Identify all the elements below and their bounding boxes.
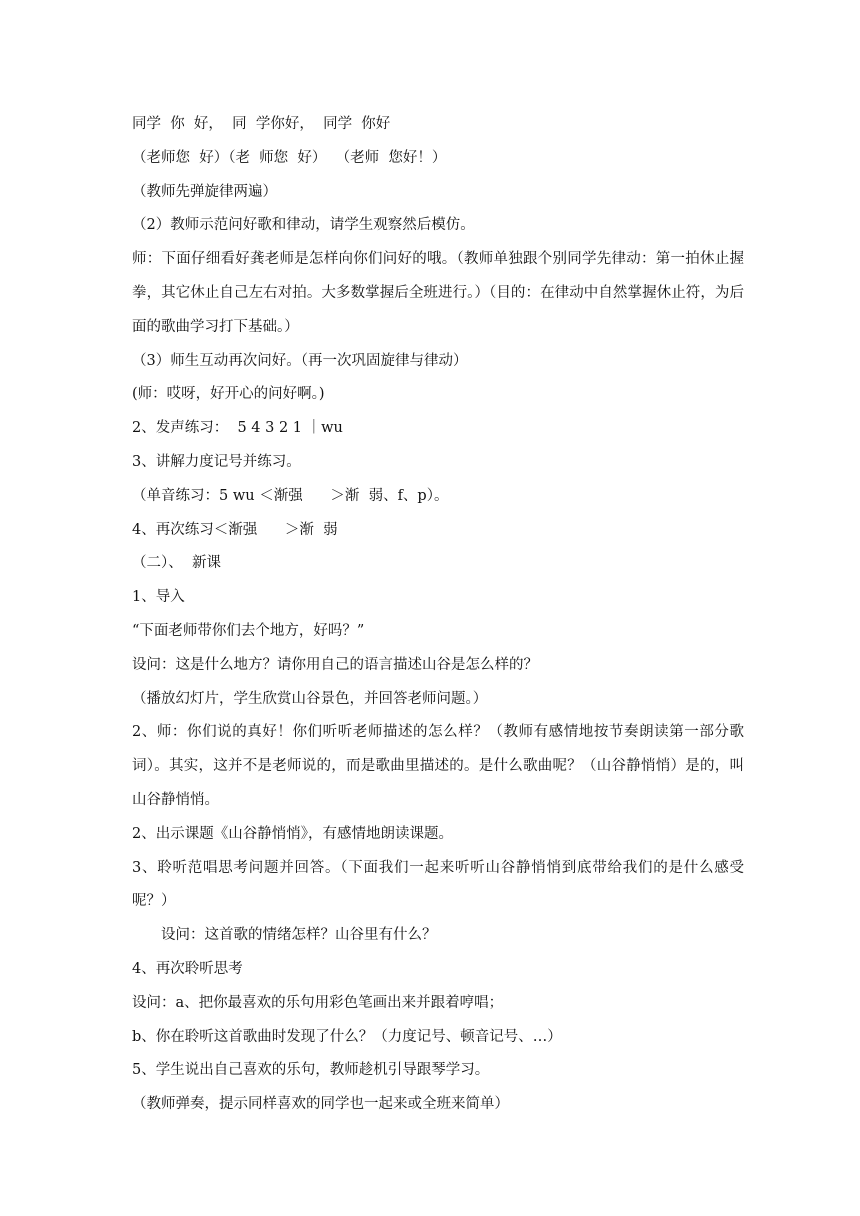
paragraph-greeting-teacher: （老师您 好）（老 师您 好） （老师 您好！） [132, 149, 447, 166]
paragraph-listen-demo: 3、聆听范唱思考问题并回答。（下面我们一起来听听山谷静悄悄到底带给我们的是什么感受呢？） [132, 859, 744, 910]
paragraph-greeting-students: 同学 你 好， 同 学你好， 同学 你好 [132, 116, 391, 132]
paragraph-step-2-demo: （2）教师示范问好歌和律动，请学生观察然后模仿。 [132, 217, 475, 234]
document-body [132, 108, 744, 1122]
paragraph-practice-again: 4、再次练习＜渐强 ＞渐 弱 [132, 521, 338, 538]
paragraph-question-valley: 设问：这是什么地方？请你用自己的语言描述山谷是怎么样的？ [132, 656, 538, 673]
paragraph-teacher-recital: 2、师：你们说的真好！你们听听老师描述的怎么样？（教师有感情地按节奏朗读第一部分歌词）。其实，这并不是老师说的，而是歌曲里描述的。是什么歌曲呢？（山谷静悄悄）是的，叫山谷静悄悄。 [132, 724, 744, 808]
paragraph-dynamics-explanation: 3、讲解力度记号并练习。 [132, 453, 301, 470]
paragraph-vocal-exercise: 2、发声练习： 5 4 3 2 1 ｜wu [132, 420, 343, 437]
paragraph-teacher-remark: (师：哎呀，好开心的问好啊。) [132, 386, 325, 403]
paragraph-question-mood: 设问：这首歌的情绪怎样？山谷里有什么？ [161, 927, 437, 944]
paragraph-teacher-plays-melody: （教师先弹旋律两遍） [132, 183, 277, 200]
paragraph-show-title: 2、出示课题《山谷静悄悄》，有感情地朗读课题。 [132, 825, 453, 842]
paragraph-introduction: 1、导入 [132, 589, 185, 606]
section-heading-new-lesson: （二）、 新课 [132, 555, 221, 572]
paragraph-teacher-plays: （教师弹奏，提示同样喜欢的同学也一起来或全班来简单） [132, 1096, 509, 1113]
paragraph-slideshow: （播放幻灯片，学生欣赏山谷景色，并回答老师问题。） [132, 690, 488, 707]
paragraph-teacher-instruction: 师：下面仔细看好龚老师是怎样向你们问好的哦。（教师单独跟个别同学先律动：第一拍休止握拳，其它休止自己左右对拍。大多数掌握后全班进行。）（目的：在律动中自然掌握休止符，为后面的歌曲学习打下基础。） [132, 251, 744, 335]
paragraph-question-a: 设问：a、把你最喜欢的乐句用彩色笔画出来并跟着哼唱； [132, 994, 504, 1011]
paragraph-step-3-interaction: （3）师生互动再次问好。（再一次巩固旋律与律动） [132, 352, 468, 369]
paragraph-listen-again: 4、再次聆听思考 [132, 960, 243, 977]
paragraph-single-tone-exercise: （单音练习：5 wu ＜渐强 ＞渐 弱、f、p）。 [132, 487, 449, 504]
paragraph-question-b: b、你在聆听这首歌曲时发现了什么？（力度记号、顿音记号、…） [132, 1028, 562, 1045]
paragraph-students-favorite: 5、学生说出自己喜欢的乐句，教师趁机引导跟琴学习。 [132, 1062, 490, 1079]
paragraph-quote: “下面老师带你们去个地方，好吗？” [132, 622, 365, 639]
